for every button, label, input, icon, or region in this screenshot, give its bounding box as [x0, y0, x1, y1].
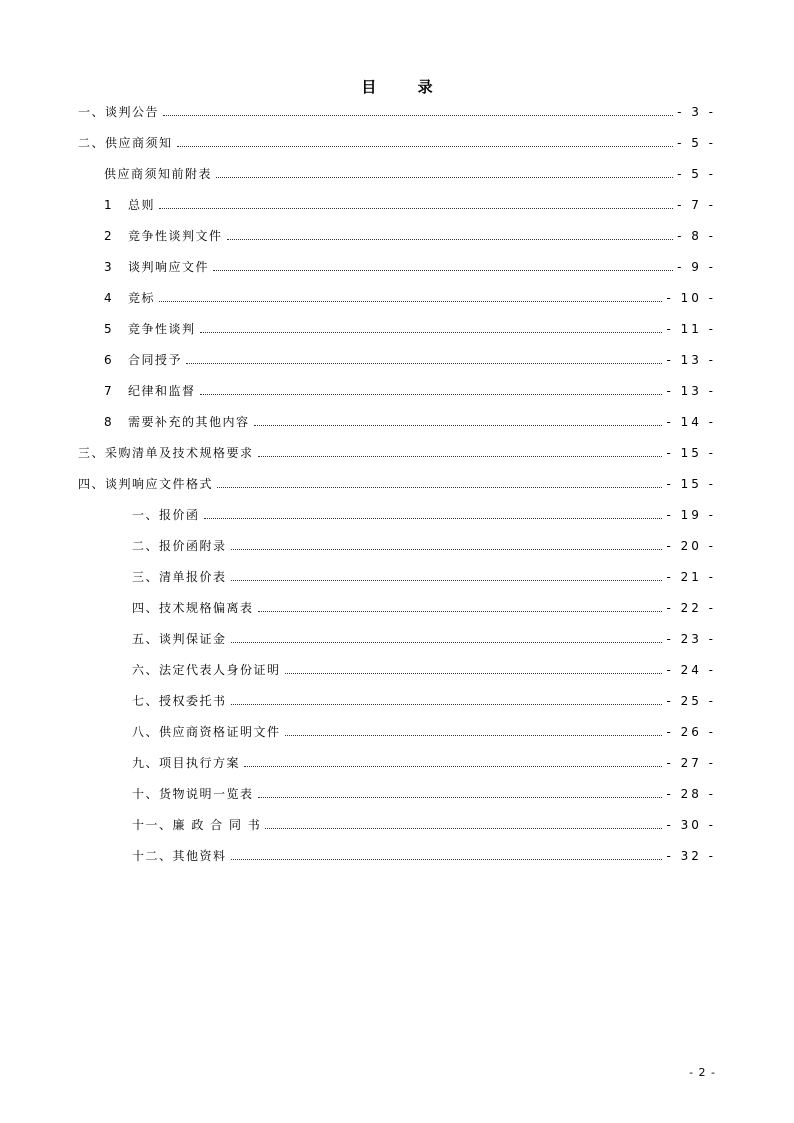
toc-entry[interactable] [132, 507, 716, 523]
toc-entry-label: 总则 [128, 198, 156, 212]
toc-entry-number: 1 [104, 198, 112, 212]
toc-entry[interactable] [132, 786, 716, 802]
toc-entry[interactable] [132, 755, 716, 771]
toc-entry-page: - 15 - [666, 477, 716, 491]
page-footer-number: - 2 - [689, 1066, 716, 1079]
toc-entry[interactable] [132, 724, 716, 740]
toc-entry[interactable] [104, 352, 716, 368]
toc-entry-number: 2 [104, 229, 112, 243]
toc-entry-page: - 19 - [666, 508, 716, 522]
toc-entry[interactable] [104, 166, 716, 182]
toc-entry-label: 二、供应商须知 [78, 136, 173, 150]
toc-entry[interactable] [132, 693, 716, 709]
dot-leader [231, 693, 663, 705]
page-title: 目 录 [361, 78, 451, 96]
toc-entry-page: - 10 - [666, 291, 716, 305]
toc-entry-label: 供应商须知前附表 [104, 167, 213, 181]
dot-leader [258, 786, 663, 798]
toc-entry-label: 三、清单报价表 [132, 570, 227, 584]
toc-entry-label: 纪律和监督 [128, 384, 196, 398]
toc-entry[interactable] [78, 104, 716, 120]
toc-entry-page: - 22 - [666, 601, 716, 615]
toc-entry-label: 六、法定代表人身份证明 [132, 663, 281, 677]
toc-entry[interactable] [132, 848, 716, 864]
toc-entry-label: 四、技术规格偏离表 [132, 601, 254, 615]
toc-entry-number: 5 [104, 322, 112, 336]
dot-leader [159, 197, 673, 209]
toc-entry-page: - 5 - [677, 136, 716, 150]
toc-entry-label: 需要补充的其他内容 [128, 415, 250, 429]
toc-entry-label: 四、谈判响应文件格式 [78, 477, 214, 491]
dot-leader [216, 166, 673, 178]
toc-entry-label: 十二、其他资料 [132, 849, 227, 863]
toc-entry-label: 十、货物说明一览表 [132, 787, 254, 801]
toc-entry-number: 3 [104, 260, 112, 274]
toc-entry-label: 九、项目执行方案 [132, 756, 241, 770]
toc-entry-label: 谈判响应文件 [128, 260, 210, 274]
toc-entry-page: - 3 - [677, 105, 716, 119]
toc-entry-number: 7 [104, 384, 112, 398]
toc-entry-number: 4 [104, 291, 112, 305]
toc-entry-page: - 8 - [677, 229, 716, 243]
toc-entry[interactable] [78, 445, 716, 461]
toc-entry-page: - 27 - [666, 756, 716, 770]
toc-entry-page: - 24 - [666, 663, 716, 677]
toc-entry-page: - 30 - [666, 818, 716, 832]
toc-entry-page: - 28 - [666, 787, 716, 801]
toc-entry-page: - 21 - [666, 570, 716, 584]
toc-entry[interactable] [104, 259, 716, 275]
toc-entry[interactable] [132, 662, 716, 678]
toc-entry-page: - 11 - [666, 322, 716, 336]
dot-leader [213, 259, 673, 271]
toc-entry[interactable] [78, 476, 716, 492]
dot-leader [200, 383, 663, 395]
dot-leader [231, 538, 663, 550]
toc-entry-label: 一、报价函 [132, 508, 200, 522]
toc-entry-number: 8 [104, 415, 112, 429]
toc-entry[interactable] [104, 321, 716, 337]
toc-entry-page: - 13 - [666, 353, 716, 367]
toc-entry-page: - 32 - [666, 849, 716, 863]
dot-leader [163, 104, 673, 116]
dot-leader [231, 631, 663, 643]
dot-leader [254, 414, 663, 426]
toc-entry-label: 竞标 [128, 291, 156, 305]
toc-entry-label: 二、报价函附录 [132, 539, 227, 553]
toc-entry-label: 七、授权委托书 [132, 694, 227, 708]
dot-leader [244, 755, 662, 767]
dot-leader [204, 507, 663, 519]
toc-entry-page: - 15 - [666, 446, 716, 460]
toc-entry[interactable] [104, 290, 716, 306]
dot-leader [200, 321, 663, 333]
toc-entry-label: 一、谈判公告 [78, 105, 160, 119]
toc-entry-page: - 5 - [677, 167, 716, 181]
toc-entry-page: - 23 - [666, 632, 716, 646]
toc-entry-label: 八、供应商资格证明文件 [132, 725, 281, 739]
toc-entry[interactable] [104, 197, 716, 213]
toc-entry-page: - 20 - [666, 539, 716, 553]
toc-entry-label: 合同授予 [128, 353, 183, 367]
dot-leader [231, 848, 663, 860]
toc-entry-label: 竞争性谈判文件 [128, 229, 223, 243]
toc-entry-page: - 9 - [677, 260, 716, 274]
dot-leader [265, 817, 662, 829]
toc-entry[interactable] [132, 600, 716, 616]
toc-entry-page: - 13 - [666, 384, 716, 398]
toc-entry-page: - 26 - [666, 725, 716, 739]
dot-leader [258, 445, 663, 457]
toc-entry[interactable] [132, 569, 716, 585]
toc-entry[interactable] [104, 228, 716, 244]
toc-entry-label: 三、采购清单及技术规格要求 [78, 446, 254, 460]
toc-entry-page: - 7 - [677, 198, 716, 212]
toc-entry-page: - 25 - [666, 694, 716, 708]
toc-entry-label: 十一、廉 政 合 同 书 [132, 818, 262, 832]
toc-entry[interactable] [132, 631, 716, 647]
dot-leader [231, 569, 663, 581]
dot-leader [159, 290, 662, 302]
toc-entry[interactable] [132, 817, 716, 833]
toc-entry-label: 五、谈判保证金 [132, 632, 227, 646]
dot-leader [217, 476, 662, 488]
toc-entry[interactable] [104, 383, 716, 399]
dot-leader [177, 135, 674, 147]
dot-leader [285, 724, 663, 736]
dot-leader [227, 228, 674, 240]
dot-leader [258, 600, 663, 612]
toc-entry[interactable] [104, 414, 716, 430]
dot-leader [285, 662, 663, 674]
toc-entry-label: 竞争性谈判 [128, 322, 196, 336]
toc-entry-page: - 14 - [666, 415, 716, 429]
dot-leader [186, 352, 662, 364]
toc-entry-number: 6 [104, 353, 112, 367]
toc-entry[interactable] [132, 538, 716, 554]
toc-entry[interactable] [78, 135, 716, 151]
